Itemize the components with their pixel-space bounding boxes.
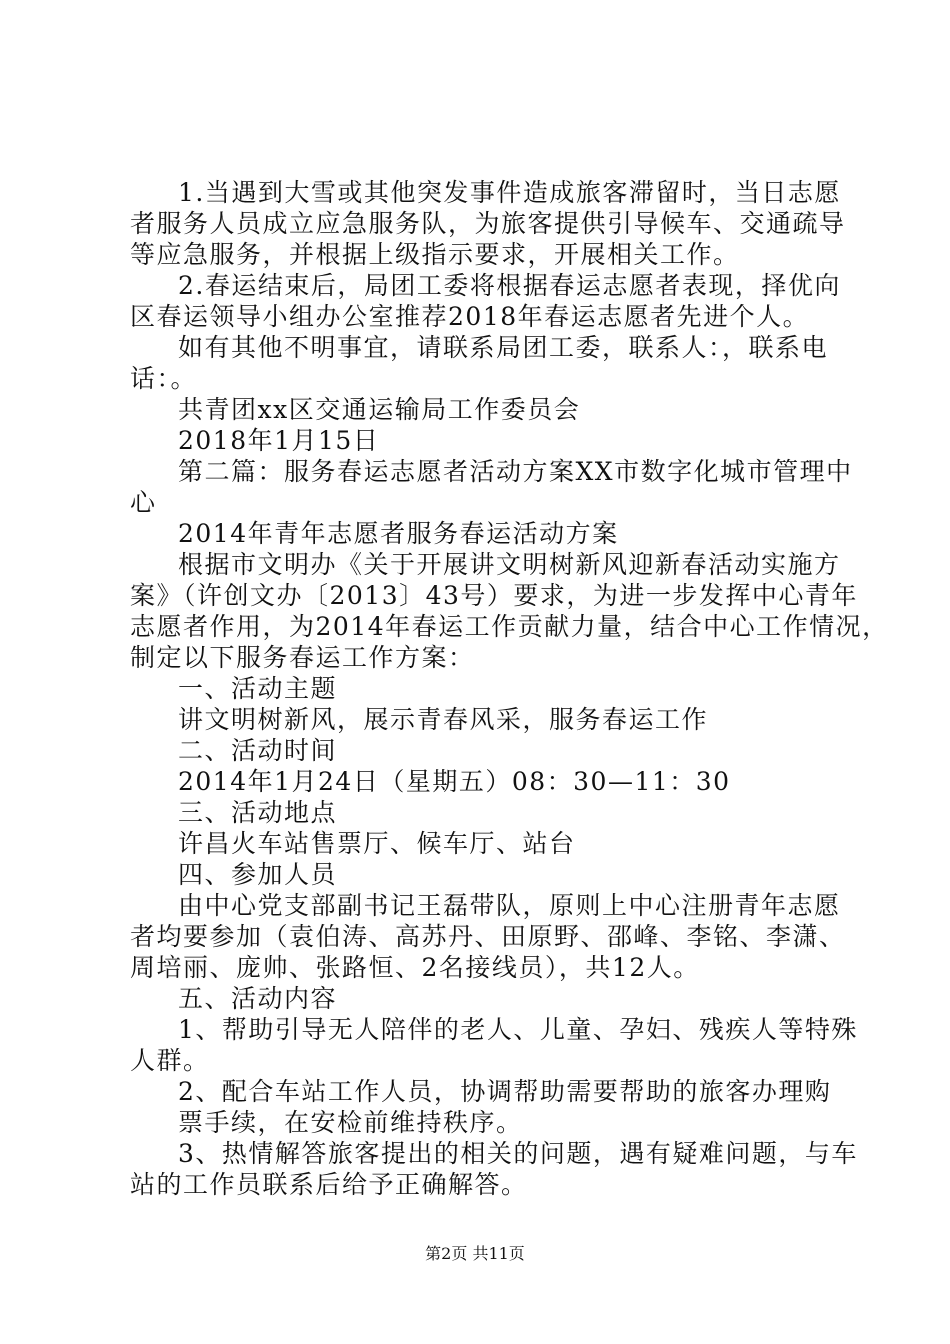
text-line: 2014年1月24日（星期五）08：30—11：30 <box>178 767 731 796</box>
text-line: 2018年1月15日 <box>178 426 380 455</box>
text-line: 根据市文明办《关于开展讲文明树新风迎新春活动实施方 <box>178 550 841 579</box>
text-line: 周培丽、庞帅、张路恒、2名接线员），共12人。 <box>130 953 700 982</box>
text-line: 五、活动内容 <box>178 984 338 1013</box>
text-line: 者服务人员成立应急服务队，为旅客提供引导候车、交通疏导 <box>130 209 846 238</box>
text-line: 1.当遇到大雪或其他突发事件造成旅客滞留时，当日志愿 <box>178 178 841 207</box>
text-line: 人群。 <box>130 1046 210 1075</box>
text-line: 第二篇：服务春运志愿者活动方案XX市数字化城市管理中 <box>178 457 853 486</box>
text-line: 案》（许创文办〔2013〕43号）要求，为进一步发挥中心青年 <box>130 581 858 610</box>
text-line: 2.春运结束后，局团工委将根据春运志愿者表现，择优向 <box>178 271 841 300</box>
text-line: 二、活动时间 <box>178 736 338 765</box>
text-line: 3、热情解答旅客提出的相关的问题，遇有疑难问题，与车 <box>178 1139 858 1168</box>
text-line: 心 <box>130 488 157 517</box>
text-line: 制定以下服务春运工作方案： <box>130 643 475 672</box>
text-line: 2014年青年志愿者服务春运活动方案 <box>178 519 619 548</box>
text-line: 如有其他不明事宜，请联系局团工委，联系人：，联系电 <box>178 333 829 362</box>
text-line: 四、参加人员 <box>178 860 338 889</box>
text-line: 共青团xx区交通运输局工作委员会 <box>178 395 581 424</box>
text-line: 票手续，在安检前维持秩序。 <box>178 1108 523 1137</box>
text-line: 者均要参加（袁伯涛、高苏丹、田原野、邵峰、李铭、李潇、 <box>130 922 846 951</box>
text-line: 1、帮助引导无人陪伴的老人、儿童、孕妇、残疾人等特殊 <box>178 1015 858 1044</box>
text-line: 话：。 <box>130 364 198 393</box>
text-line: 站的工作员联系后给予正确解答。 <box>130 1170 528 1199</box>
text-line: 2、配合车站工作人员，协调帮助需要帮助的旅客办理购 <box>178 1077 832 1106</box>
text-line: 一、活动主题 <box>178 674 338 703</box>
text-line: 三、活动地点 <box>178 798 338 827</box>
text-line: 等应急服务，并根据上级指示要求，开展相关工作。 <box>130 240 740 269</box>
page-footer: 第2页 共11页 <box>425 1244 525 1263</box>
text-line: 志愿者作用，为2014年春运工作贡献力量，结合中心工作情况， <box>130 612 889 641</box>
text-line: 区春运领导小组办公室推荐2018年春运志愿者先进个人。 <box>130 302 810 331</box>
text-line: 讲文明树新风，展示青春风采，服务春运工作 <box>178 705 709 734</box>
text-line: 许昌火车站售票厅、候车厅、站台 <box>178 829 576 858</box>
text-line: 由中心党支部副书记王磊带队，原则上中心注册青年志愿 <box>178 891 841 920</box>
